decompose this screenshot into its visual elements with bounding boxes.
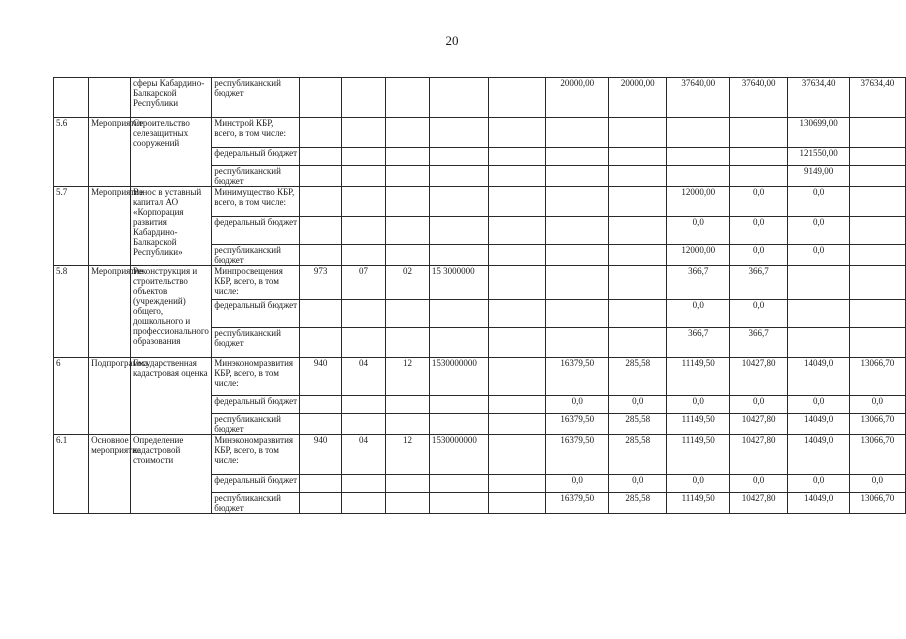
amount-cell: 37634,40 [849, 78, 905, 118]
amount-cell [609, 328, 667, 358]
amount-cell: 14049,0 [788, 435, 850, 475]
item-name-cell: Определение кадастровой стоимости [130, 435, 211, 514]
item-type-cell [89, 78, 131, 118]
amount-cell: 20000,00 [609, 78, 667, 118]
amount-cell [849, 217, 905, 245]
pr-code-cell: 12 [385, 435, 429, 475]
amount-cell: 0,0 [546, 396, 609, 414]
amount-cell [546, 245, 609, 266]
amount-cell: 16379,50 [546, 435, 609, 475]
item-type-cell: Мероприятие [89, 187, 131, 266]
amount-cell [849, 266, 905, 300]
amount-cell [489, 266, 546, 300]
table-row [54, 118, 906, 148]
amount-cell: 10427,80 [730, 435, 788, 475]
rz-code-cell [341, 187, 385, 217]
amount-cell: 20000,00 [546, 78, 609, 118]
amount-cell [489, 435, 546, 475]
amount-cell [667, 118, 730, 148]
amount-cell [489, 493, 546, 514]
amount-cell [609, 148, 667, 166]
amount-cell: 12000,00 [667, 245, 730, 266]
csr-code-cell [429, 78, 488, 118]
table-row [54, 266, 906, 300]
rz-code-cell [341, 493, 385, 514]
amount-cell [489, 217, 546, 245]
amount-cell [489, 148, 546, 166]
grbs-code-cell [300, 396, 342, 414]
csr-code-cell [429, 118, 488, 148]
amount-cell: 0,0 [849, 475, 905, 493]
amount-cell: 0,0 [788, 396, 850, 414]
amount-cell [667, 148, 730, 166]
amount-cell: 0,0 [730, 475, 788, 493]
amount-cell [489, 245, 546, 266]
amount-cell: 16379,50 [546, 493, 609, 514]
pr-code-cell [385, 475, 429, 493]
amount-cell: 0,0 [730, 187, 788, 217]
csr-code-cell [429, 493, 488, 514]
amount-cell [849, 118, 905, 148]
pr-code-cell [385, 217, 429, 245]
amount-cell: 285,58 [609, 414, 667, 435]
amount-cell [788, 300, 850, 328]
amount-cell: 13066,70 [849, 493, 905, 514]
budget-table [53, 77, 906, 514]
pr-code-cell: 02 [385, 266, 429, 300]
amount-cell: 0,0 [667, 396, 730, 414]
amount-cell [546, 118, 609, 148]
item-number-cell [54, 78, 89, 118]
amount-cell: 366,7 [667, 266, 730, 300]
funding-source-cell: республиканский бюджет [212, 245, 300, 266]
amount-cell: 285,58 [609, 435, 667, 475]
table-row [54, 187, 906, 217]
amount-cell: 0,0 [730, 217, 788, 245]
grbs-code-cell [300, 414, 342, 435]
rz-code-cell [341, 166, 385, 187]
item-type-cell: Мероприятие [89, 266, 131, 358]
item-number-cell: 6 [54, 358, 89, 435]
amount-cell: 37640,00 [667, 78, 730, 118]
funding-source-cell: федеральный бюджет [212, 217, 300, 245]
amount-cell: 0,0 [667, 475, 730, 493]
amount-cell [546, 217, 609, 245]
amount-cell: 13066,70 [849, 358, 905, 396]
pr-code-cell [385, 493, 429, 514]
item-number-cell: 5.7 [54, 187, 89, 266]
amount-cell: 0,0 [546, 475, 609, 493]
amount-cell: 0,0 [849, 396, 905, 414]
funding-source-cell: республиканский бюджет [212, 414, 300, 435]
pr-code-cell [385, 328, 429, 358]
amount-cell: 130699,00 [788, 118, 850, 148]
pr-code-cell [385, 148, 429, 166]
amount-cell: 366,7 [667, 328, 730, 358]
amount-cell [489, 414, 546, 435]
grbs-code-cell [300, 118, 342, 148]
item-type-cell: Мероприятие [89, 118, 131, 187]
amount-cell: 0,0 [788, 245, 850, 266]
item-name-cell: Взнос в уставный капитал АО «Корпорация развития Кабардино-Балкарской Республики» [130, 187, 211, 266]
funding-source-cell: федеральный бюджет [212, 300, 300, 328]
item-type-cell: Основное мероприятие [89, 435, 131, 514]
table-row [54, 358, 906, 396]
amount-cell: 11149,50 [667, 414, 730, 435]
csr-code-cell [429, 217, 488, 245]
amount-cell [489, 358, 546, 396]
amount-cell [489, 396, 546, 414]
funding-source-cell: Минэкономразвития КБР, всего, в том числе: [212, 435, 300, 475]
amount-cell: 14049,0 [788, 414, 850, 435]
amount-cell: 366,7 [730, 328, 788, 358]
amount-cell: 11149,50 [667, 358, 730, 396]
item-name-cell: Реконструкция и строительство объектов (учреждений) общего, дошкольного и профессионального образования [130, 266, 211, 358]
amount-cell: 10427,80 [730, 493, 788, 514]
amount-cell: 0,0 [788, 217, 850, 245]
pr-code-cell [385, 166, 429, 187]
grbs-code-cell: 940 [300, 435, 342, 475]
amount-cell: 37634,40 [788, 78, 850, 118]
amount-cell [609, 245, 667, 266]
amount-cell [849, 187, 905, 217]
amount-cell [546, 148, 609, 166]
amount-cell: 0,0 [730, 245, 788, 266]
funding-source-cell: Минпросвещения КБР, всего, в том числе: [212, 266, 300, 300]
rz-code-cell: 04 [341, 435, 385, 475]
pr-code-cell [385, 414, 429, 435]
amount-cell [609, 187, 667, 217]
amount-cell: 0,0 [609, 396, 667, 414]
csr-code-cell [429, 148, 488, 166]
item-type-cell: Подпрограмма [89, 358, 131, 435]
funding-source-cell: республиканский бюджет [212, 328, 300, 358]
amount-cell: 0,0 [730, 396, 788, 414]
grbs-code-cell [300, 245, 342, 266]
amount-cell: 11149,50 [667, 493, 730, 514]
amount-cell: 9149,00 [788, 166, 850, 187]
amount-cell: 121550,00 [788, 148, 850, 166]
funding-source-cell: республиканский бюджет [212, 78, 300, 118]
amount-cell: 13066,70 [849, 414, 905, 435]
amount-cell [849, 166, 905, 187]
grbs-code-cell: 940 [300, 358, 342, 396]
rz-code-cell [341, 78, 385, 118]
grbs-code-cell [300, 475, 342, 493]
pr-code-cell [385, 245, 429, 266]
rz-code-cell [341, 148, 385, 166]
item-name-cell: Государственная кадастровая оценка [130, 358, 211, 435]
amount-cell: 16379,50 [546, 414, 609, 435]
rz-code-cell [341, 328, 385, 358]
csr-code-cell [429, 300, 488, 328]
amount-cell [730, 166, 788, 187]
amount-cell [849, 245, 905, 266]
csr-code-cell: 15 3000000 [429, 266, 488, 300]
csr-code-cell [429, 187, 488, 217]
grbs-code-cell [300, 328, 342, 358]
amount-cell [489, 78, 546, 118]
grbs-code-cell [300, 166, 342, 187]
grbs-code-cell [300, 217, 342, 245]
pr-code-cell [385, 78, 429, 118]
csr-code-cell: 1530000000 [429, 435, 488, 475]
amount-cell [609, 217, 667, 245]
rz-code-cell: 07 [341, 266, 385, 300]
amount-cell [489, 187, 546, 217]
amount-cell: 0,0 [667, 217, 730, 245]
csr-code-cell [429, 475, 488, 493]
funding-source-cell: республиканский бюджет [212, 166, 300, 187]
funding-source-cell: федеральный бюджет [212, 475, 300, 493]
amount-cell: 0,0 [788, 187, 850, 217]
amount-cell: 14049,0 [788, 358, 850, 396]
rz-code-cell [341, 300, 385, 328]
amount-cell: 13066,70 [849, 435, 905, 475]
amount-cell [609, 300, 667, 328]
amount-cell [609, 166, 667, 187]
funding-source-cell: республиканский бюджет [212, 493, 300, 514]
amount-cell: 0,0 [730, 300, 788, 328]
amount-cell [489, 300, 546, 328]
grbs-code-cell [300, 493, 342, 514]
rz-code-cell [341, 245, 385, 266]
amount-cell [546, 266, 609, 300]
amount-cell [609, 266, 667, 300]
amount-cell: 16379,50 [546, 358, 609, 396]
funding-source-cell: Минэкономразвития КБР, всего, в том числе: [212, 358, 300, 396]
grbs-code-cell [300, 78, 342, 118]
rz-code-cell [341, 118, 385, 148]
pr-code-cell [385, 187, 429, 217]
amount-cell: 285,58 [609, 493, 667, 514]
amount-cell [667, 166, 730, 187]
amount-cell [849, 148, 905, 166]
grbs-code-cell [300, 148, 342, 166]
rz-code-cell [341, 396, 385, 414]
amount-cell [609, 118, 667, 148]
csr-code-cell [429, 245, 488, 266]
pr-code-cell: 12 [385, 358, 429, 396]
amount-cell [489, 475, 546, 493]
csr-code-cell [429, 328, 488, 358]
pr-code-cell [385, 300, 429, 328]
amount-cell [730, 118, 788, 148]
amount-cell: 285,58 [609, 358, 667, 396]
table-row [54, 435, 906, 475]
amount-cell [849, 328, 905, 358]
rz-code-cell [341, 414, 385, 435]
amount-cell [489, 166, 546, 187]
pr-code-cell [385, 118, 429, 148]
amount-cell [788, 328, 850, 358]
csr-code-cell [429, 166, 488, 187]
amount-cell [546, 187, 609, 217]
amount-cell [546, 166, 609, 187]
pr-code-cell [385, 396, 429, 414]
amount-cell: 11149,50 [667, 435, 730, 475]
item-number-cell: 5.6 [54, 118, 89, 187]
funding-source-cell: Минстрой КБР, всего, в том числе: [212, 118, 300, 148]
grbs-code-cell [300, 187, 342, 217]
grbs-code-cell [300, 300, 342, 328]
csr-code-cell [429, 414, 488, 435]
amount-cell: 10427,80 [730, 414, 788, 435]
item-name-cell: Строительство селезащитных сооружений [130, 118, 211, 187]
rz-code-cell: 04 [341, 358, 385, 396]
amount-cell [788, 266, 850, 300]
amount-cell [489, 118, 546, 148]
grbs-code-cell: 973 [300, 266, 342, 300]
amount-cell [546, 300, 609, 328]
funding-source-cell: федеральный бюджет [212, 396, 300, 414]
amount-cell: 10427,80 [730, 358, 788, 396]
item-name-cell: сферы Кабардино-Балкарской Республики [130, 78, 211, 118]
item-number-cell: 5.8 [54, 266, 89, 358]
amount-cell: 0,0 [667, 300, 730, 328]
csr-code-cell [429, 396, 488, 414]
amount-cell: 14049,0 [788, 493, 850, 514]
amount-cell [849, 300, 905, 328]
funding-source-cell: федеральный бюджет [212, 148, 300, 166]
amount-cell: 37640,00 [730, 78, 788, 118]
funding-source-cell: Минимущество КБР, всего, в том числе: [212, 187, 300, 217]
table-body [54, 78, 906, 514]
rz-code-cell [341, 475, 385, 493]
amount-cell: 12000,00 [667, 187, 730, 217]
amount-cell [730, 148, 788, 166]
csr-code-cell: 1530000000 [429, 358, 488, 396]
rz-code-cell [341, 217, 385, 245]
amount-cell: 0,0 [788, 475, 850, 493]
item-number-cell: 6.1 [54, 435, 89, 514]
table-row [54, 78, 906, 118]
page-number: 20 [445, 33, 459, 48]
amount-cell: 366,7 [730, 266, 788, 300]
amount-cell [489, 328, 546, 358]
amount-cell [546, 328, 609, 358]
amount-cell: 0,0 [609, 475, 667, 493]
